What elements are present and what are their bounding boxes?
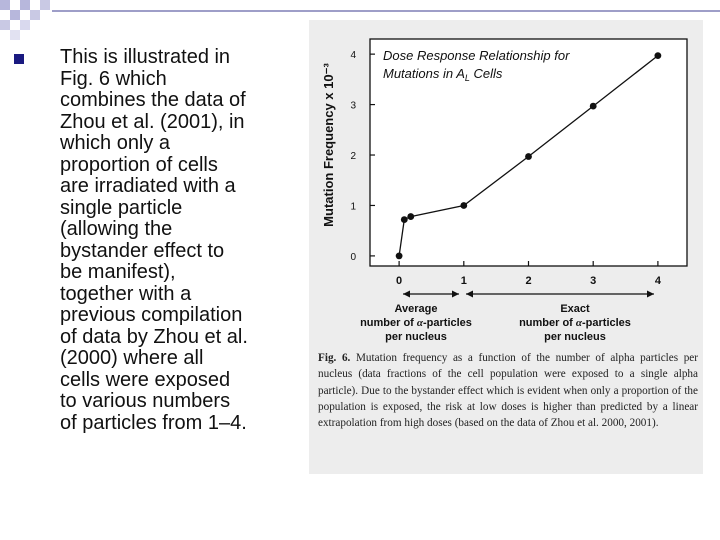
x-tick-label: 0 — [396, 275, 403, 287]
exact-annotation-line2: number of α-particles — [519, 317, 631, 329]
dose-range-arrows — [403, 291, 654, 298]
average-annotation-line1: Average — [394, 303, 438, 315]
data-point — [525, 153, 532, 160]
y-tick-label: 2 — [350, 151, 356, 163]
chart-title-line2: Mutations in $A_L$ Cells — [383, 66, 503, 83]
data-point — [407, 213, 414, 220]
x-tick-label: 1 — [460, 275, 467, 287]
caption-text: Mutation frequency as a function of the number of alpha particles per nucleus (data fractions of the cell population were exposed to a single alpha particle). Due to the bystander effect which is evident when only a proportion of the population is exposed, the risk at low doses is higher than predicted by a linear extrapolation from high doses (based on the data of Zhou et al. 2000, 2001). — [318, 352, 698, 430]
data-point — [590, 103, 597, 110]
y-tick-label: 4 — [350, 50, 356, 62]
bullet-text: This is illustrated in Fig. 6 which combines the data of Zhou et al. (2001), in which only a proportion of cells are irradiated with a single particle (allowing the bystander effect to be manifest), together with a previous compilation of data by Zhou et al. (2000) where all cells were exposed to various numbers of particles from 1–4. — [60, 46, 248, 434]
average-annotation-line2: number of α-particles — [360, 317, 472, 329]
average-annotation-line3: per nucleus — [385, 331, 447, 343]
y-tick-label: 3 — [350, 100, 356, 112]
corner-checker-decoration — [0, 0, 64, 40]
caption-label: Fig. 6. — [318, 352, 351, 364]
figure-caption — [318, 350, 698, 431]
chart — [309, 20, 703, 350]
data-point — [460, 202, 467, 209]
exact-annotation-line3: per nucleus — [544, 331, 606, 343]
x-tick-label: 4 — [654, 275, 661, 287]
data-point — [396, 253, 403, 260]
data-point — [401, 216, 408, 223]
y-axis-label: Mutation Frequency x 10⁻³ — [321, 63, 336, 227]
x-tick-label: 3 — [590, 275, 597, 287]
exact-annotation-line1: Exact — [560, 303, 590, 315]
x-tick-label: 2 — [525, 275, 532, 287]
chart-title-line1: Dose Response Relationship for — [383, 48, 570, 63]
y-tick-label: 1 — [350, 201, 356, 213]
data-point — [654, 52, 661, 59]
bullet-marker — [14, 54, 24, 64]
top-rule — [52, 10, 720, 12]
y-tick-label: 0 — [350, 251, 356, 263]
